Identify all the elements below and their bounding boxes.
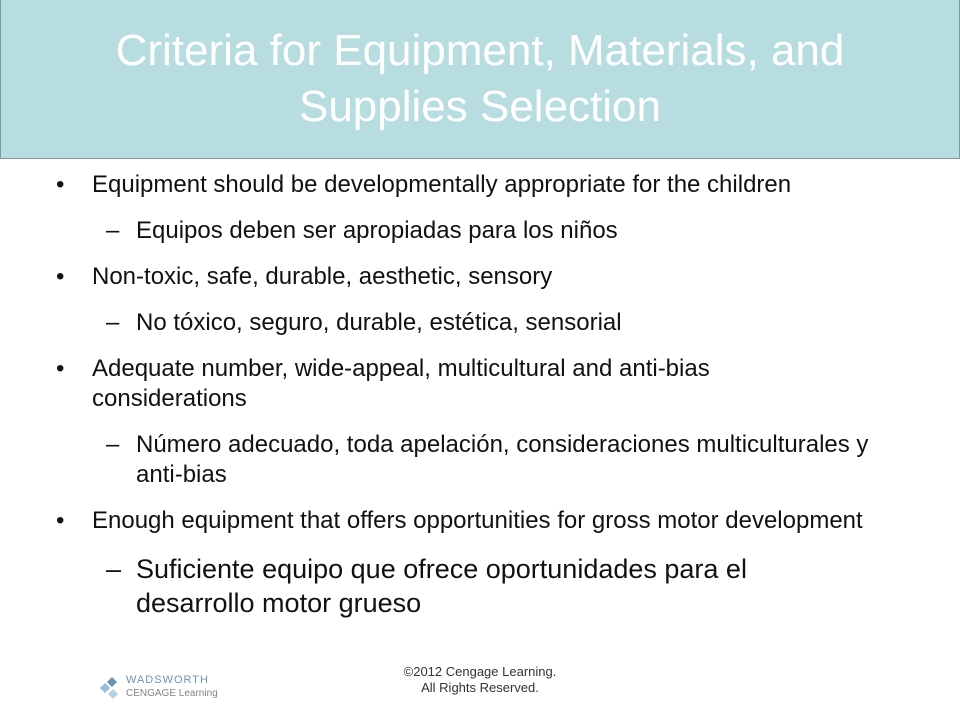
bullet-text: Adequate number, wide-appeal, multicultural and anti-bias considerations <box>92 355 710 412</box>
sub-bullet-item <box>0 430 960 490</box>
bullet-item <box>0 506 960 536</box>
bullet-item <box>0 354 960 414</box>
dash-marker: – <box>106 309 120 336</box>
sub-bullet-item <box>0 308 960 338</box>
footer <box>0 660 960 720</box>
dash-marker: – <box>106 217 120 244</box>
sub-bullet-text: Equipos deben ser apropiadas para los niños <box>136 217 618 244</box>
bullet-item <box>0 170 960 200</box>
sub-bullet-text: No tóxico, seguro, durable, estética, sensorial <box>136 309 622 336</box>
bullet-item <box>0 262 960 292</box>
cengage-logo-icon <box>96 674 122 700</box>
sub-bullet-item <box>0 216 960 246</box>
copyright-line-1: ©2012 Cengage Learning. <box>403 664 557 679</box>
sub-bullet-text: Suficiente equipo que ofrece oportunidades para el desarrollo motor grueso <box>136 554 747 618</box>
dash-marker: – <box>106 554 122 584</box>
title-bar <box>0 0 960 159</box>
bullet-marker: • <box>56 263 65 290</box>
sub-bullet-text: Número adecuado, toda apelación, consideraciones multiculturales y anti-bias <box>136 431 869 488</box>
bullet-marker: • <box>56 355 65 382</box>
slide-title: Criteria for Equipment, Materials, and Supplies Selection <box>115 26 845 131</box>
dash-marker: – <box>106 431 120 458</box>
copyright-line-2: All Rights Reserved. <box>421 680 539 695</box>
wadsworth-cengage-logo <box>96 668 236 704</box>
bullet-text: Non-toxic, safe, durable, aesthetic, sensory <box>92 263 553 290</box>
bullet-text: Equipment should be developmentally appropriate for the children <box>92 171 792 198</box>
bullet-text: Enough equipment that offers opportunities for gross motor development <box>92 507 863 534</box>
sub-bullet-item <box>0 552 960 620</box>
bullet-list <box>0 170 960 636</box>
copyright-notice <box>380 664 580 696</box>
bullet-marker: • <box>56 171 65 198</box>
logo-wordmark-top: WADSWORTH <box>126 674 209 686</box>
logo-wordmark-bottom: CENGAGE Learning <box>126 688 218 699</box>
bullet-marker: • <box>56 507 65 534</box>
